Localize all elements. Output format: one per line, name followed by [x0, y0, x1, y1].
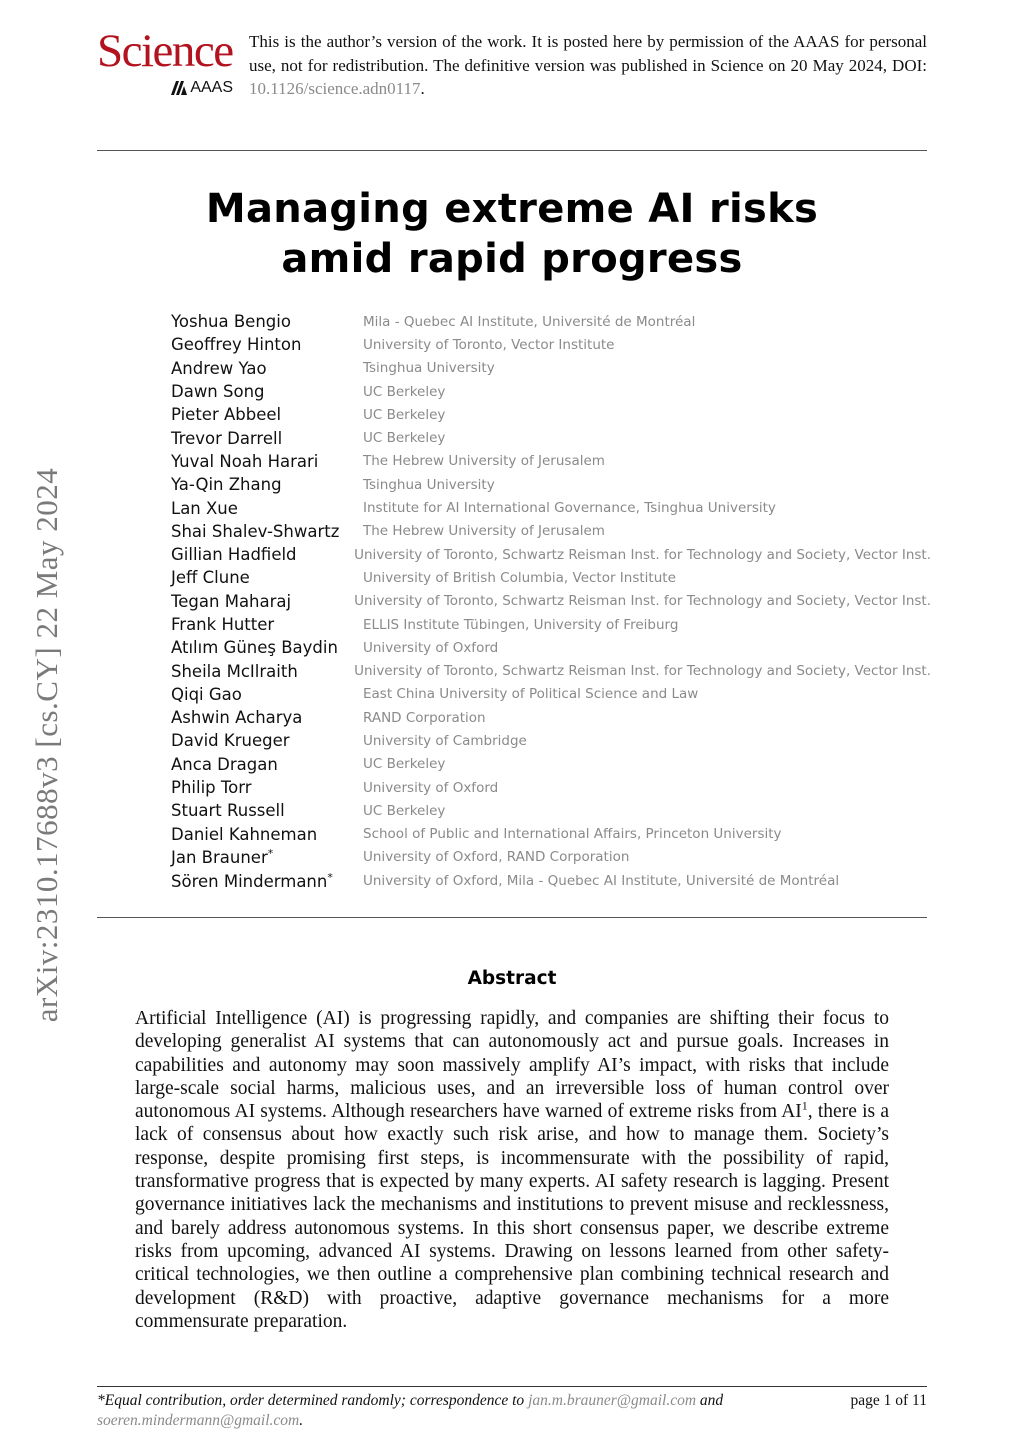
author-name: Gillian Hadfield — [171, 545, 297, 565]
author-affiliation: Mila - Quebec AI Institute, Université de Montréal — [363, 313, 696, 330]
author-row — [171, 659, 931, 682]
author-affiliation: University of Cambridge — [363, 732, 527, 749]
equal-contribution-mark: * — [327, 870, 333, 884]
author-name: Andrew Yao — [171, 358, 267, 378]
abstract-text-part-2: , there is a lack of consensus about how exactly such risk arise, and how to manage them. Society’s response, despite promising first steps, is incommensurate with the possibility of rapid, transformative progress that is expected by many experts. AI safety research is lagging. Present governance initiatives lack the mechanisms and institutions to prevent misuse and recklessness, and barely address autonomous systems. In this short consensus paper, we describe extreme risks from upcoming, advanced AI systems. Drawing on lessons learned from other safety-critical technologies, we then outline a comprehensive plan combining technical research and development (R&D) with proactive, adaptive governance mechanisms for a more commensurate preparation. — [135, 1101, 889, 1332]
author-row — [171, 869, 931, 892]
author-row — [171, 473, 931, 496]
author-name-cell — [171, 545, 354, 564]
email-link-mindermann[interactable]: soeren.mindermann@gmail.com — [97, 1412, 300, 1429]
author-name: Trevor Darrell — [171, 428, 283, 448]
author-row — [171, 683, 931, 706]
author-row — [171, 846, 931, 869]
author-affiliation: Institute for AI International Governance, Tsinghua University — [363, 500, 776, 517]
author-name: Jeff Clune — [171, 568, 250, 588]
author-row — [171, 450, 931, 473]
author-row — [171, 706, 931, 729]
footnote-and: and — [696, 1392, 724, 1409]
author-name: Dawn Song — [171, 382, 265, 402]
author-name: David Krueger — [171, 731, 290, 751]
author-row — [171, 776, 931, 799]
author-name: Jan Brauner — [171, 848, 268, 868]
author-name-cell — [171, 452, 363, 471]
author-name-cell — [171, 708, 363, 727]
author-name-cell — [171, 755, 363, 774]
reference-mark[interactable]: 1 — [801, 1098, 808, 1113]
author-affiliation: RAND Corporation — [363, 709, 486, 726]
author-row — [171, 753, 931, 776]
author-affiliation: University of Toronto, Schwartz Reisman Inst. for Technology and Society, Vector Inst. — [354, 593, 931, 610]
logo-science-wordmark: Science — [97, 25, 233, 77]
author-affiliation: School of Public and International Affairs, Princeton University — [363, 826, 782, 843]
author-name-cell — [171, 801, 363, 820]
author-name: Tegan Maharaj — [171, 591, 292, 611]
author-list — [171, 310, 931, 892]
author-name-cell — [171, 731, 363, 750]
author-affiliation: UC Berkeley — [363, 383, 446, 400]
title-line-2: amid rapid progress — [281, 236, 743, 282]
author-name: Sheila McIlraith — [171, 661, 298, 681]
author-affiliation: University of Oxford, RAND Corporation — [363, 849, 630, 866]
author-name-cell — [171, 475, 363, 494]
author-name: Ya-Qin Zhang — [171, 475, 282, 495]
author-name: Qiqi Gao — [171, 684, 242, 704]
author-row — [171, 543, 931, 566]
header-divider — [97, 150, 927, 151]
author-name-cell — [171, 685, 363, 704]
author-affiliation: ELLIS Institute Tübingen, University of Freiburg — [363, 616, 679, 633]
paper-title — [0, 184, 1024, 284]
author-version-notice — [249, 30, 927, 101]
doi-link[interactable]: 10.1126/science.adn0117 — [249, 79, 421, 98]
author-name-cell — [171, 429, 363, 448]
author-row — [171, 380, 931, 403]
author-name-cell — [171, 825, 363, 844]
author-row — [171, 403, 931, 426]
author-name-cell — [171, 615, 363, 634]
author-row — [171, 636, 931, 659]
author-affiliation: Tsinghua University — [363, 476, 495, 493]
author-affiliation: University of Toronto, Vector Institute — [363, 336, 615, 353]
author-name: Yoshua Bengio — [171, 312, 291, 332]
author-name-cell — [171, 335, 363, 354]
author-name: Lan Xue — [171, 498, 238, 518]
author-affiliation: The Hebrew University of Jerusalem — [363, 453, 605, 470]
author-name-cell — [171, 522, 363, 541]
author-name: Pieter Abbeel — [171, 405, 282, 425]
author-name: Yuval Noah Harari — [171, 451, 319, 471]
science-logo — [97, 25, 235, 98]
author-name: Ashwin Acharya — [171, 708, 303, 728]
footnote-divider — [97, 1386, 927, 1387]
author-name: Daniel Kahneman — [171, 824, 318, 844]
author-row — [171, 426, 931, 449]
author-affiliation: The Hebrew University of Jerusalem — [363, 523, 605, 540]
page-number: page 1 of 11 — [850, 1392, 927, 1409]
author-affiliation: University of Oxford — [363, 639, 499, 656]
abstract-body — [135, 1007, 889, 1333]
abstract-heading: Abstract — [467, 968, 557, 989]
author-row — [171, 566, 931, 589]
author-name-cell — [171, 662, 354, 681]
author-row — [171, 590, 931, 613]
author-row — [171, 613, 931, 636]
footnote-end: . — [299, 1412, 304, 1429]
author-row — [171, 333, 931, 356]
authors-divider — [97, 917, 927, 918]
author-name: Sören Mindermann — [171, 871, 328, 891]
author-affiliation: University of Oxford — [363, 779, 499, 796]
author-name-cell — [171, 638, 363, 657]
author-name: Geoffrey Hinton — [171, 335, 302, 355]
equal-contribution-mark: * — [267, 847, 274, 861]
author-name-cell — [171, 499, 363, 518]
abstract-text-part-1: Artificial Intelligence (AI) is progressing rapidly, and companies are shifting their focus to developing generalist AI systems that can autonomously act and pursue goals. Increases in capabilities and autonomy may soon massively amplify AI’s impact, with risks that include large-scale social harms, malicious uses, and an irreversible loss of human control over autonomous AI systems. Although researchers have warned of extreme risks from AI — [135, 1008, 889, 1123]
footnote-prefix: *Equal contribution, order determined randomly; correspondence to — [97, 1392, 529, 1409]
arxiv-identifier-stamp: arXiv:2310.17688v3 [cs.CY] 22 May 2024 — [29, 467, 64, 1023]
author-name: Frank Hutter — [171, 615, 275, 634]
author-affiliation: University of British Columbia, Vector Institute — [363, 569, 676, 586]
aaas-label: AAAS — [190, 79, 233, 96]
author-name-cell — [171, 359, 363, 378]
author-affiliation: University of Oxford, Mila - Quebec AI Institute, Université de Montréal — [363, 872, 840, 889]
author-name-cell — [171, 592, 354, 611]
equal-contribution-footnote — [97, 1391, 757, 1431]
author-name-cell — [171, 847, 363, 867]
author-row — [171, 357, 931, 380]
email-link-brauner[interactable]: jan.m.brauner@gmail.com — [528, 1392, 697, 1409]
author-name: Anca Dragan — [171, 754, 278, 774]
author-name-cell — [171, 312, 363, 331]
author-row — [171, 310, 931, 333]
author-name-cell — [171, 568, 363, 587]
author-row — [171, 520, 931, 543]
author-affiliation: UC Berkeley — [363, 406, 446, 423]
author-name: Stuart Russell — [171, 801, 285, 821]
author-affiliation: Tsinghua University — [363, 360, 495, 377]
author-row — [171, 799, 931, 822]
title-line-1: Managing extreme AI risks — [205, 186, 819, 232]
notice-end: . — [420, 79, 425, 98]
author-affiliation: UC Berkeley — [363, 756, 446, 773]
author-name: Philip Torr — [171, 778, 252, 798]
author-affiliation: UC Berkeley — [363, 802, 446, 819]
author-name-cell — [171, 405, 363, 424]
author-affiliation: East China University of Political Science and Law — [363, 686, 699, 703]
author-name: Atılım Güneş Baydin — [171, 638, 338, 658]
author-name-cell — [171, 871, 363, 891]
author-name-cell — [171, 382, 363, 401]
logo-aaas-mark — [171, 80, 233, 96]
author-name: Shai Shalev-Shwartz — [171, 521, 340, 541]
page-header — [97, 25, 927, 102]
author-row — [171, 823, 931, 846]
author-row — [171, 496, 931, 519]
author-name-cell — [171, 778, 363, 797]
author-row — [171, 729, 931, 752]
notice-text: This is the author’s version of the work. It is posted here by permission of the AAAS for personal use, not for redistribution. The definitive version was published in Science on 20 May 2024, DOI: — [249, 32, 927, 75]
aaas-emblem-icon — [171, 81, 187, 95]
author-affiliation: University of Toronto, Schwartz Reisman Inst. for Technology and Society, Vector Inst. — [354, 546, 931, 563]
author-affiliation: UC Berkeley — [363, 430, 446, 447]
author-affiliation: University of Toronto, Schwartz Reisman Inst. for Technology and Society, Vector Inst. — [354, 663, 931, 680]
